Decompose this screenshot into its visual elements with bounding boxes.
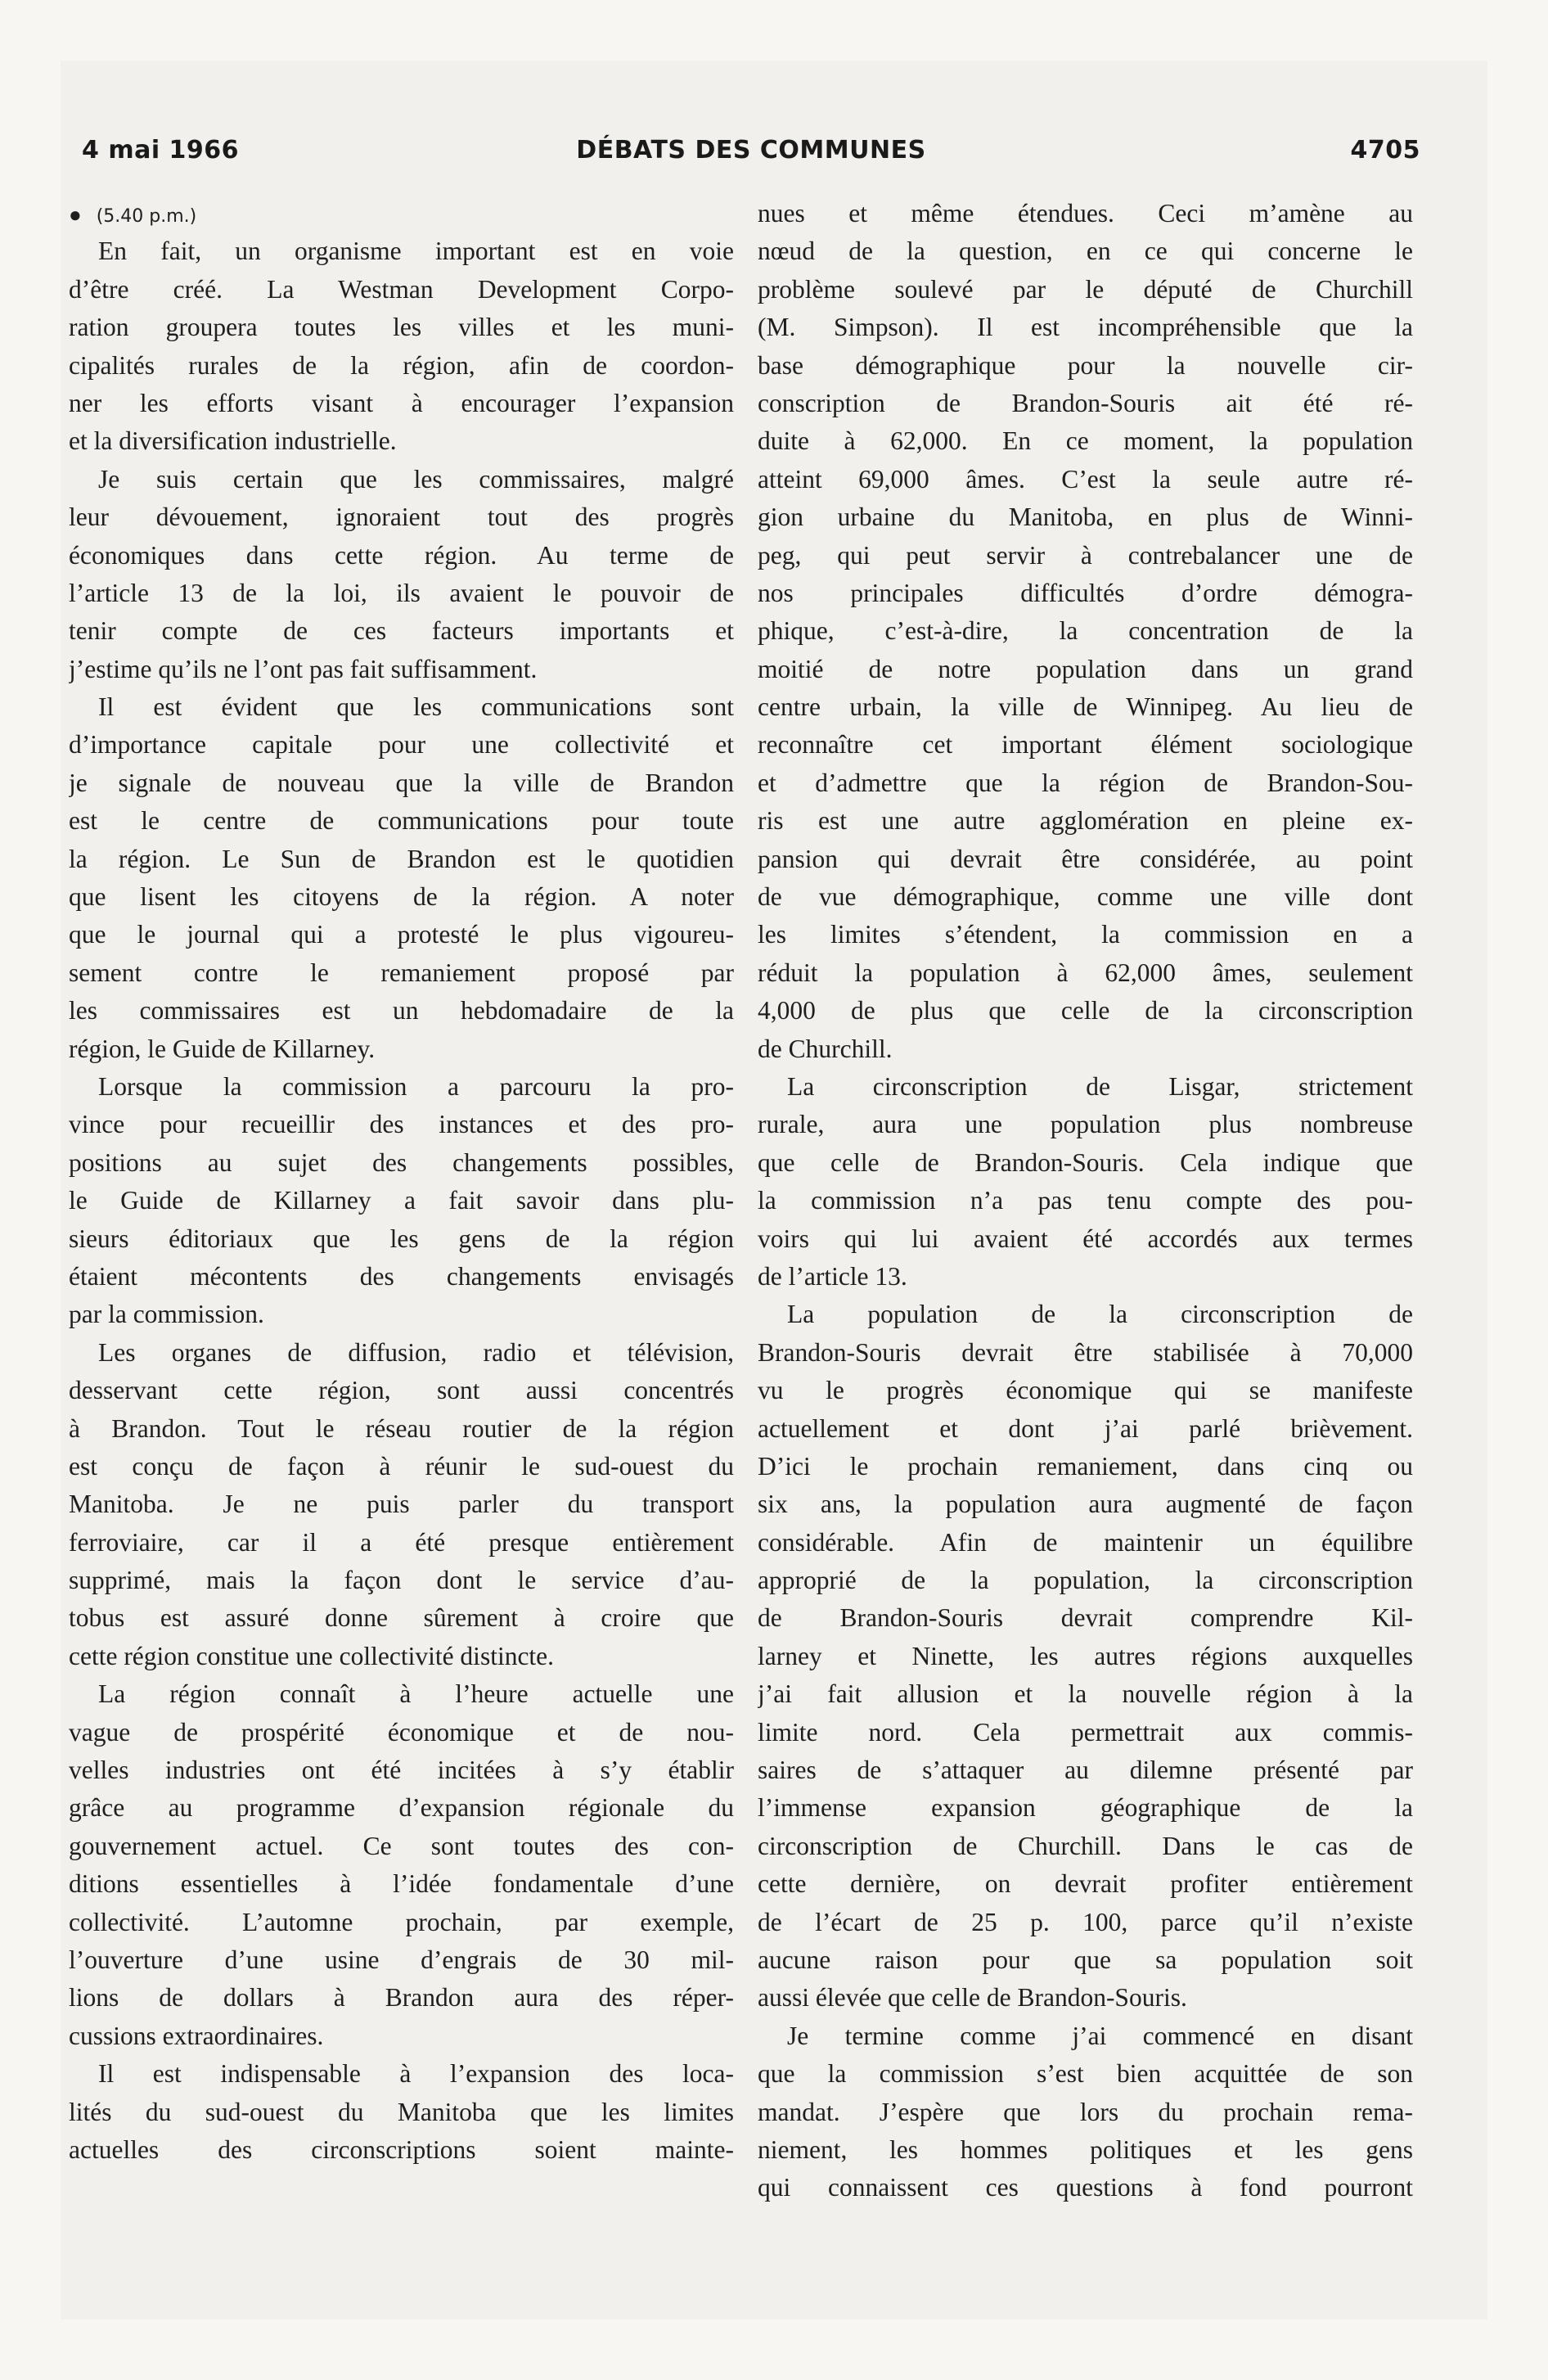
text-line: lions de dollars à Brandon aura des réper- [69,1983,734,2013]
text-line: j’ai fait allusion et la nouvelle région à la [758,1679,1413,1709]
text-line: La circonscription de Lisgar, strictement [787,1071,1413,1101]
text-line: l’ouverture d’une usine d’engrais de 30 mil- [69,1945,734,1974]
text-line: supprimé, mais la façon dont le service d’au- [69,1566,734,1595]
text-line: réduit la population à 62,000 âmes, seulement [758,958,1413,987]
text-line: ditions essentielles à l’idée fondamentale d’une [69,1869,734,1899]
text-line: Manitoba. Je ne puis parler du transport [69,1490,734,1519]
time-marker [69,195,734,232]
text-line: aussi élevée que celle de Brandon-Souris. [758,1983,1187,2013]
text-line: sieurs éditoriaux que les gens de la région [69,1224,734,1253]
text-line: saires de s’attaquer au dilemne présenté par [758,1756,1413,1785]
text-line: centre urbain, la ville de Winnipeg. Au lieu de [758,692,1413,722]
text-line: aucune raison pour que sa population soit [758,1945,1413,1974]
text-line: cipalités rurales de la région, afin de coordon- [69,350,734,380]
text-line: rurale, aura une population plus nombreuse [758,1110,1413,1139]
text-line: gion urbaine du Manitoba, en plus de Winni- [758,503,1413,532]
text-line: problème soulevé par le député de Churchill [758,274,1413,304]
text-line: tenir compte de ces facteurs importants et [69,616,734,646]
text-line: l’article 13 de la loi, ils avaient le pouvoir de [69,578,734,607]
text-line: les limites s’étendent, la commission en a [758,920,1413,949]
text-line: qui connaissent ces questions à fond pourront [758,2173,1413,2202]
text-line: vague de prospérité économique et de nou- [69,1717,734,1747]
text-line: l’immense expansion géographique de la [758,1793,1413,1823]
text-line: ferroviaire, car il a été presque entièrement [69,1527,734,1557]
text-line: conscription de Brandon-Souris ait été ré- [758,388,1413,417]
text-line: la région. Le Sun de Brandon est le quotidien [69,844,734,873]
text-line: région, le Guide de Killarney. [69,1034,376,1063]
text-line: niement, les hommes politiques et les gens [758,2134,1413,2164]
text-line: et la diversification industrielle. [69,426,397,456]
text-line: limite nord. Cela permettrait aux commis- [758,1717,1413,1747]
text-line: Brandon-Souris devrait être stabilisée à 70,000 [758,1337,1413,1367]
text-line: gouvernement actuel. Ce sont toutes des con- [69,1831,734,1860]
text-line: que celle de Brandon-Souris. Cela indique que [758,1147,1413,1177]
text-line: tobus est assuré donne sûrement à croire que [69,1603,734,1633]
text-line: circonscription de Churchill. Dans le cas de [758,1831,1413,1860]
text-line: que lisent les citoyens de la région. A noter [69,882,734,912]
text-line: est conçu de façon à réunir le sud-ouest du [69,1451,734,1481]
text-line: vince pour recueillir des instances et des pro- [69,1110,734,1139]
header-title: DÉBATS DES COMMUNES [576,136,926,165]
text-line: positions au sujet des changements possibles, [69,1147,734,1177]
text-line: approprié de la population, la circonscription [758,1566,1413,1595]
text-line: considérable. Afin de maintenir un équilibre [758,1527,1413,1557]
text-line: je signale de nouveau que la ville de Brandon [69,768,734,797]
text-line: La population de la circonscription de [787,1300,1413,1329]
text-line: de l’article 13. [758,1261,907,1291]
text-line: étaient mécontents des changements envisagés [69,1261,734,1291]
text-line: base démographique pour la nouvelle cir- [758,350,1413,380]
text-line: atteint 69,000 âmes. C’est la seule autre ré- [758,464,1413,494]
text-line: nos principales difficultés d’ordre démogra- [758,578,1413,607]
text-line: actuelles des circonscriptions soient mainte- [69,2134,734,2164]
text-line: ris est une autre agglomération en pleine ex- [758,806,1413,836]
text-line: mandat. J’espère que lors du prochain rema- [758,2097,1413,2126]
text-line: de l’écart de 25 p. 100, parce qu’il n’existe [758,1907,1413,1936]
text-line: à Brandon. Tout le réseau routier de la région [69,1413,734,1443]
text-line: nues et même étendues. Ceci m’amène au [758,199,1413,228]
text-line: Il est évident que les communications sont [98,692,734,722]
text-line: économiques dans cette région. Au terme de [69,540,734,570]
text-line: D’ici le prochain remaniement, dans cinq ou [758,1451,1413,1481]
text-line: Il est indispensable à l’expansion des loca- [98,2059,734,2089]
text-line: de Brandon-Souris devrait comprendre Kil- [758,1603,1413,1633]
text-line: velles industries ont été incitées à s’y établir [69,1756,734,1785]
text-line: duite à 62,000. En ce moment, la population [758,426,1413,456]
text-line: le Guide de Killarney a fait savoir dans plu- [69,1186,734,1215]
text-line: grâce au programme d’expansion régionale du [69,1793,734,1823]
text-line: leur dévouement, ignoraient tout des progrès [69,503,734,532]
text-line: de vue démographique, comme une ville dont [758,882,1413,912]
bullet-icon: ● [69,203,82,227]
time-stamp: (5.40 p.m.) [96,206,197,227]
text-line: que le journal qui a protesté le plus vigoureu- [69,920,734,949]
text-line: Lorsque la commission a parcouru la pro- [98,1071,734,1101]
text-line: de Churchill. [758,1034,893,1063]
text-line: la commission n’a pas tenu compte des pou- [758,1186,1413,1215]
text-line: En fait, un organisme important est en voie [98,237,734,266]
text-line: et d’admettre que la région de Brandon-Sou- [758,768,1413,797]
text-line: ner les efforts visant à encourager l’expansion [69,388,734,417]
text-line: collectivité. L’automne prochain, par exemple, [69,1907,734,1936]
text-line: les commissaires est un hebdomadaire de la [69,996,734,1025]
text-line: cette région constitue une collectivité distincte. [69,1641,555,1670]
text-line: reconnaître cet important élément sociologique [758,730,1413,760]
text-line: sement contre le remaniement proposé par [69,958,734,987]
text-line: ration groupera toutes les villes et les muni- [69,313,734,342]
text-line: cette dernière, on devrait profiter entièrement [758,1869,1413,1899]
header-date: 4 mai 1966 [82,136,240,165]
text-line: voirs qui lui avaient été accordés aux termes [758,1224,1413,1253]
text-line: Je termine comme j’ai commencé en disant [787,2021,1413,2050]
text-line: moitié de notre population dans un grand [758,654,1413,683]
text-line: larney et Ninette, les autres régions auxquelles [758,1641,1413,1670]
text-line: est le centre de communications pour toute [69,806,734,836]
text-line: phique, c’est-à-dire, la concentration de la [758,616,1413,646]
text-line: 4,000 de plus que celle de la circonscription [758,996,1413,1025]
text-line: La région connaît à l’heure actuelle une [98,1679,734,1709]
page-number: 4705 [1350,136,1420,165]
text-line: vu le progrès économique qui se manifeste [758,1376,1413,1405]
text-line: lités du sud-ouest du Manitoba que les limites [69,2097,734,2126]
text-line: Les organes de diffusion, radio et télévision, [98,1337,734,1367]
right-column [758,195,1413,2207]
text-line: actuellement et dont j’ai parlé brièvement. [758,1413,1413,1443]
text-line: peg, qui peut servir à contrebalancer une de [758,540,1413,570]
text-line: pansion qui devrait être considérée, au point [758,844,1413,873]
text-line: d’importance capitale pour une collectivité et [69,730,734,760]
text-line: Je suis certain que les commissaires, malgré [98,464,734,494]
page-header [82,136,1420,172]
text-line: desservant cette région, sont aussi concentrés [69,1376,734,1405]
left-column [69,195,734,2169]
text-line: que la commission s’est bien acquittée de son [758,2059,1413,2089]
text-line: (M. Simpson). Il est incompréhensible que la [758,313,1413,342]
text-line: d’être créé. La Westman Development Corpo- [69,274,734,304]
text-line: par la commission. [69,1300,264,1329]
text-line: j’estime qu’ils ne l’ont pas fait suffisamment. [69,654,538,683]
text-line: cussions extraordinaires. [69,2021,324,2050]
text-line: nœud de la question, en ce qui concerne le [758,237,1413,266]
text-line: six ans, la population aura augmenté de façon [758,1490,1413,1519]
